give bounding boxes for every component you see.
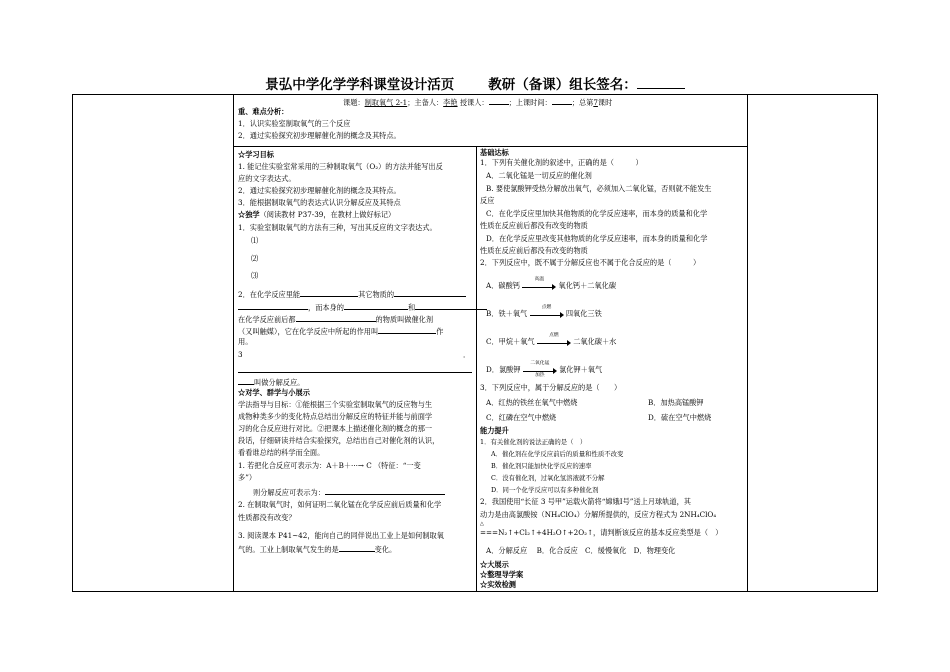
col-divider-right bbox=[747, 94, 748, 592]
pair-text-4: 段话，仔细研读并结合实验探究，总结出自己对催化剂的认识， bbox=[238, 436, 440, 445]
question-1: 1．实验室制取氧气的方法有三种，写出其反应的文字表达式。 bbox=[238, 223, 437, 232]
question-3-dot: ． bbox=[463, 350, 471, 359]
goal-line-3: 2．通过实验探究初步理解催化剂的概念及其特点。 bbox=[238, 186, 401, 195]
goal-line-1: 1. 能记住实验室常采用的三种制取氧气（O₂）的方法并能写出反 bbox=[238, 162, 443, 171]
signature-label: 教研（备课）组长签名： bbox=[488, 77, 637, 93]
industry-change-blank[interactable] bbox=[339, 543, 375, 552]
reaction-c-product: 二氧化碳＋水 bbox=[573, 337, 617, 346]
goal-line-4: 3．能根据制取氧气的表达式认识分解反应及其特点 bbox=[238, 198, 401, 207]
basic-q1-option-c: C．在化学反应里加快其他物质的化学反应速率，而本身的质量和化学 bbox=[486, 209, 708, 218]
page-title bbox=[0, 73, 950, 93]
basic-q3-option-d: D．硫在空气中燃烧 bbox=[648, 413, 712, 422]
summary-heading: ☆整理导学案 bbox=[480, 570, 524, 579]
total-value[interactable]: 7 bbox=[593, 98, 598, 107]
basic-q2-option-b bbox=[486, 304, 602, 319]
self-study bbox=[238, 210, 395, 220]
advance-q1: 1．有关催化剂的说法正确的是（ ） bbox=[480, 438, 587, 446]
advance-q1-option-a: A．催化剂在化学反应前后的质量和性质不改变 bbox=[491, 450, 624, 458]
preparer-value[interactable]: 李艳 bbox=[443, 98, 458, 107]
period-label: 课时 bbox=[597, 98, 613, 107]
q2-blank-6[interactable] bbox=[296, 313, 376, 322]
basic-q1-option-d2: 性质在反应前后都没有改变的物质 bbox=[480, 246, 588, 255]
total-label: ；总第 bbox=[571, 98, 594, 107]
question-1-item-2: ⑵ bbox=[251, 254, 259, 263]
col-divider-left bbox=[233, 94, 234, 592]
pair-q3-text: 气的。工业上制取氧气发生的是 bbox=[238, 545, 339, 554]
q2-blank-7[interactable] bbox=[378, 325, 436, 334]
self-study-note: （阅读教材 P37-39，在教材上做好标记） bbox=[259, 210, 396, 219]
reaction-d-condition-2: 加热 bbox=[535, 372, 545, 378]
question-2-line-5: 用。 bbox=[238, 337, 253, 346]
q2-blank-2[interactable] bbox=[394, 288, 466, 297]
test-heading: ☆实效检测 bbox=[480, 580, 516, 589]
reaction-d-reactant: D．氯酸钾 bbox=[486, 365, 521, 374]
reaction-c-reactant: C．甲烷＋氧气 bbox=[486, 337, 535, 346]
reaction-arrow-icon bbox=[530, 304, 564, 319]
reaction-arrow-icon bbox=[522, 276, 556, 291]
question-2-line-2 bbox=[238, 301, 487, 313]
reaction-c-condition: 点燃 bbox=[549, 332, 559, 338]
basic-q2: 2．下列反应中，既不属于分解反应也不属于化合反应的是（ ） bbox=[480, 258, 701, 267]
reaction-a-reactant: A．碳酸钙 bbox=[486, 281, 520, 290]
question-1-item-1: ⑴ bbox=[251, 236, 259, 245]
advance-heading: 能力提升 bbox=[480, 426, 509, 435]
basic-q1-option-a: A．二氧化锰是一切反应的催化剂 bbox=[486, 171, 592, 180]
pair-text-3: 习的化合反应进行对比。②把课本上描述催化剂的概念的那一 bbox=[238, 424, 433, 433]
lesson-meta bbox=[343, 96, 612, 108]
signature-blank[interactable] bbox=[637, 76, 685, 89]
basic-q1-option-d: D．在化学反应里改变其他物质的化学反应速率，而本身的质量和化学 bbox=[486, 234, 708, 243]
q3-text: 叫做分解反应。 bbox=[254, 378, 305, 387]
decomposition-blank[interactable] bbox=[325, 486, 445, 495]
pair-q3-line-1: 3. 阅读课本 P41~42，能向自己的同伴说出工业上是如何制取氧 bbox=[238, 531, 444, 540]
q2-text-d: 和 bbox=[407, 303, 416, 312]
topic-label: 课题： bbox=[343, 98, 365, 107]
goals-heading: ☆学习目标 bbox=[238, 150, 274, 159]
reaction-a-condition: 高温 bbox=[534, 276, 545, 282]
basic-q2-option-c bbox=[486, 332, 617, 347]
question-2-line-4 bbox=[238, 325, 443, 337]
pair-q1-line-1: 1. 若把化合反应可表示为：A＋B＋···→ C （特征：“一变 bbox=[238, 461, 421, 470]
reaction-a-product: 氧化钙＋二氧化碳 bbox=[558, 281, 617, 290]
question-3-blank-line[interactable] bbox=[238, 372, 472, 373]
pair-study-heading: ☆对学、群学与小展示 bbox=[238, 388, 310, 397]
pair-text-1: 学法指导与目标：①能根据三个实验室制取氧气的反应物与生 bbox=[238, 400, 433, 409]
basic-q3-option-b: B．加热高锰酸钾 bbox=[648, 398, 704, 407]
reaction-d-product: 氯化钾＋氧气 bbox=[559, 365, 603, 374]
q2-blank-1[interactable] bbox=[300, 288, 358, 297]
q2-text-g: （又叫触媒），它在化学反应中所起的作用叫 bbox=[238, 327, 379, 336]
reaction-b-condition: 点燃 bbox=[541, 304, 552, 310]
pair-q1-text: 则分解反应可表示为： bbox=[253, 488, 325, 497]
reaction-b-product: 四氧化三铁 bbox=[565, 309, 602, 318]
school-title: 景弘中学化学学科课堂设计活页 bbox=[265, 77, 455, 93]
basic-q1: 1．下列有关催化剂的叙述中，正确的是（ ） bbox=[480, 158, 643, 167]
q2-text-a: 2．在化学反应里能 bbox=[238, 290, 301, 299]
q2-blank-3[interactable] bbox=[238, 301, 308, 310]
pair-text-2: 成物种类多少的变化特点总结出分解反应的特征并能与前面学 bbox=[238, 412, 433, 421]
basic-heading: 基础达标 bbox=[480, 148, 509, 157]
advance-q2-line-1: 2．我国使用“长征 3 号甲”运载火箭将“嫦娥Ⅰ号”送上月球轨道，其 bbox=[480, 497, 691, 506]
col-divider-middle bbox=[476, 146, 477, 592]
q2-blank-4[interactable] bbox=[344, 301, 408, 310]
advance-q2-line-2: 动力是由高氯酸铵（NH₄ClO₄）分解所提供的，反应方程式为 2NH₄ClO₄ bbox=[480, 510, 717, 519]
date-blank[interactable] bbox=[552, 96, 572, 105]
pair-q2-line-2: 性质都没有改变？ bbox=[238, 513, 296, 522]
q2-text-e: 在化学反应前后都 bbox=[238, 315, 296, 324]
reaction-arrow-icon bbox=[523, 360, 557, 378]
reaction-b-reactant: B．铁＋氧气 bbox=[486, 309, 528, 318]
show-heading: ☆大展示 bbox=[480, 560, 509, 569]
question-2-line-1 bbox=[238, 288, 466, 300]
advance-q2-options: A．分解反应 B．化合反应 C．缓慢氧化 D．物理变化 bbox=[486, 546, 676, 555]
pair-q1-line-2: 多”） bbox=[238, 473, 257, 482]
advance-q1-option-d: D．同一个化学反应可以有多种催化剂 bbox=[491, 486, 599, 494]
key-points-heading: 重、难点分析： bbox=[238, 107, 289, 116]
pair-q2-line-1: 2. 在制取氧气时，如何证明二氧化锰在化学反应前后质量和化学 bbox=[238, 500, 442, 509]
teacher-blank[interactable] bbox=[489, 96, 509, 105]
basic-q2-option-a bbox=[486, 276, 617, 291]
advance-q1-option-c: C．没有催化剂，过氧化氢溶液就不分解 bbox=[491, 474, 605, 482]
reaction-arrow-icon bbox=[537, 332, 571, 347]
basic-q1-option-b2: 反应 bbox=[480, 196, 495, 205]
q2-text-c: ，而本身的 bbox=[308, 303, 344, 312]
basic-q2-option-d bbox=[486, 360, 603, 378]
date-label: ；上课时间： bbox=[508, 98, 552, 107]
goal-line-2: 应的文字表达式。 bbox=[238, 174, 296, 183]
topic-value[interactable]: 制取氧气 2-1 bbox=[364, 98, 408, 107]
question-2-line-3 bbox=[238, 313, 433, 325]
pair-text-5: 看看谁总结的科学而全面。 bbox=[238, 448, 325, 457]
row-divider bbox=[233, 146, 747, 147]
question-3-num: 3 bbox=[238, 350, 243, 359]
self-study-heading: ☆独学 bbox=[238, 210, 260, 219]
basic-q1-option-c2: 性质在反应前后都没有改变的物质 bbox=[480, 221, 588, 230]
reaction-d-condition: 二氧化锰 bbox=[530, 360, 550, 366]
basic-q1-option-b: B. 要使氯酸钾受热分解放出氧气，必须加入二氧化锰，否则就不能发生 bbox=[486, 184, 712, 193]
pair-q3-line-2 bbox=[238, 543, 396, 555]
question-1-item-3: ⑶ bbox=[251, 271, 259, 280]
lesson-table bbox=[72, 94, 878, 592]
teacher-label: 授课人： bbox=[459, 98, 489, 107]
q3-blank[interactable] bbox=[238, 376, 254, 385]
q2-blank-5[interactable] bbox=[415, 301, 487, 310]
key-point-2: 2．通过实验探究初步理解催化剂的概念及其特点。 bbox=[238, 131, 401, 140]
q2-text-h: 作 bbox=[436, 327, 444, 336]
advance-q1-option-b: B．催化剂只能加快化学反应的速率 bbox=[491, 462, 592, 470]
basic-q3-option-c: C．红磷在空气中燃烧 bbox=[486, 413, 557, 422]
pair-q1-line-3 bbox=[253, 486, 445, 498]
basic-q3-option-a: A．红热的铁丝在氧气中燃烧 bbox=[486, 398, 578, 407]
basic-q3: 3．下列反应中，属于分解反应的是（ ） bbox=[480, 383, 622, 392]
q2-text-f: 的物质叫做催化剂 bbox=[375, 315, 434, 324]
heat-symbol: △ bbox=[480, 521, 484, 527]
advance-q2-line-3: ===N₂↑+Cl₂↑+4H₂O↑+2O₂↑，请判断该反应的基本反应类型是（ ） bbox=[480, 528, 723, 537]
pair-q3-end: 变化。 bbox=[374, 545, 397, 554]
key-point-1: 1．认识实验室制取氧气的三个反应 bbox=[238, 119, 351, 128]
q2-text-b: 其它物质的 bbox=[358, 290, 395, 299]
preparer-label: ；主备人： bbox=[407, 98, 444, 107]
question-3-end bbox=[238, 376, 304, 388]
